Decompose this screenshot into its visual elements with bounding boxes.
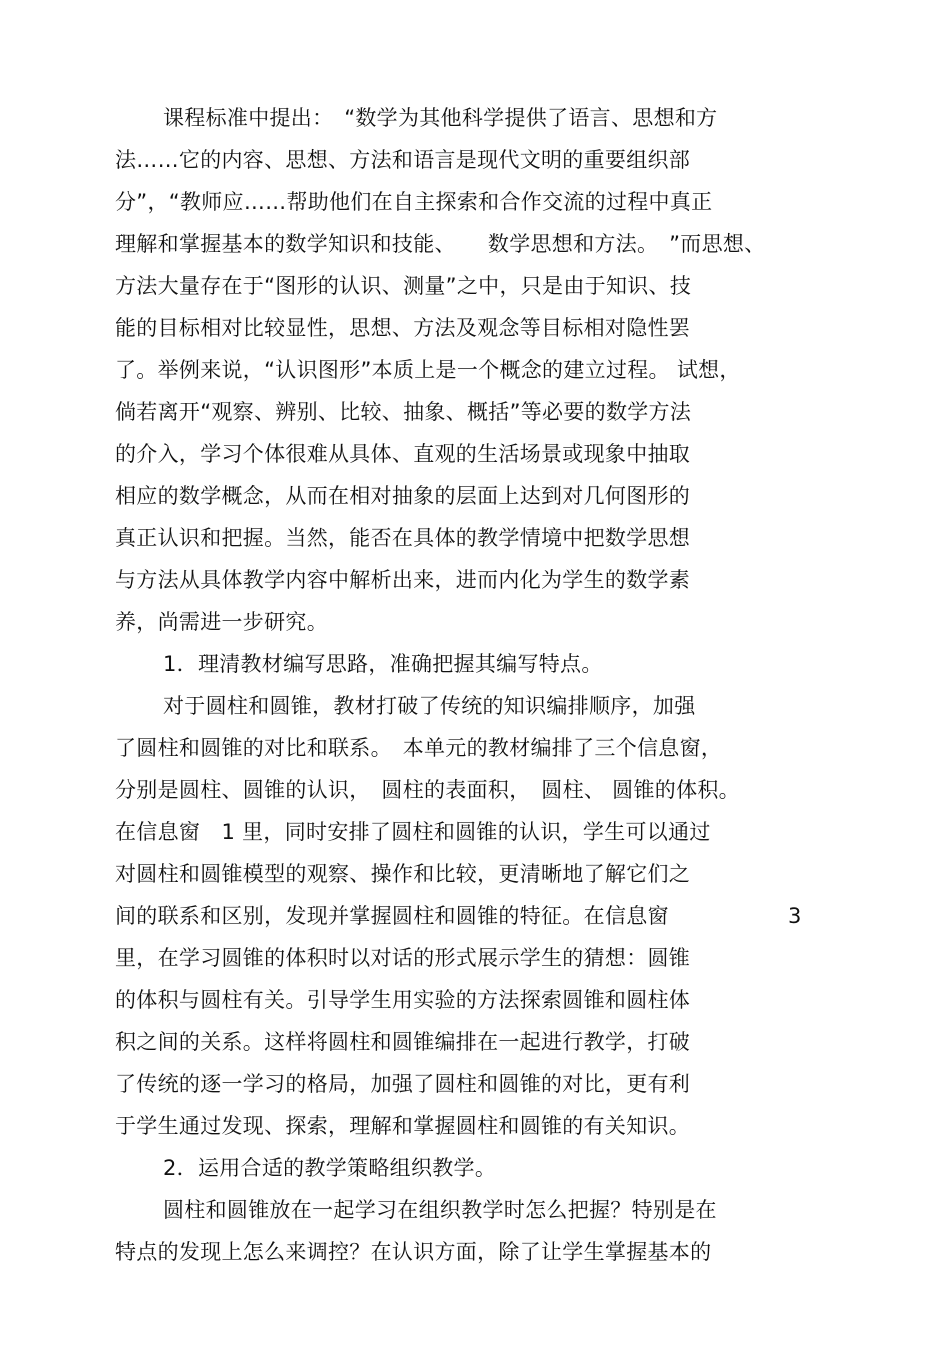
text-line: 对圆柱和圆锥模型的观察、操作和比较，更清晰地了解它们之 <box>115 862 691 886</box>
text-line: 里，在学习圆锥的体积时以对话的形式展示学生的猜想：圆锥 <box>115 946 691 970</box>
text-line: 间的联系和区别，发现并掌握圆柱和圆锥的特征。在信息窗 <box>115 904 669 928</box>
text-line: 了。举例来说，“认识图形”本质上是一个概念的建立过程。 试想， <box>115 358 741 382</box>
text-line: 方法大量存在于“图形的认识、测量”之中，只是由于知识、技 <box>115 274 692 298</box>
section-heading: 2．运用合适的教学策略组织教学。 <box>163 1156 497 1180</box>
text-line: 圆柱和圆锥放在一起学习在组织教学时怎么把握？特别是在 <box>163 1198 717 1222</box>
text-line: 能的目标相对比较显性，思想、方法及观念等目标相对隐性罢 <box>115 316 691 340</box>
text-line: 于学生通过发现、探索，理解和掌握圆柱和圆锥的有关知识。 <box>115 1114 691 1138</box>
text-line: 了传统的逐一学习的格局，加强了圆柱和圆锥的对比，更有利 <box>115 1072 691 1096</box>
text-line: 理解和掌握基本的数学知识和技能、 数学思想和方法。 ”而思想、 <box>115 232 766 256</box>
text-line: 的介入，学习个体很难从具体、直观的生活场景或现象中抽取 <box>115 442 691 466</box>
text-line: 真正认识和把握。当然，能否在具体的教学情境中把数学思想 <box>115 526 691 550</box>
text-line: 在信息窗 1 里，同时安排了圆柱和圆锥的认识，学生可以通过 <box>115 820 711 844</box>
text-line: 相应的数学概念，从而在相对抽象的层面上达到对几何图形的 <box>115 484 691 508</box>
text-line: 对于圆柱和圆锥，教材打破了传统的知识编排顺序，加强 <box>163 694 696 718</box>
text-line: 特点的发现上怎么来调控？在认识方面，除了让学生掌握基本的 <box>115 1240 712 1264</box>
section-heading: 1．理清教材编写思路，准确把握其编写特点。 <box>163 652 603 676</box>
text-line: 课程标准中提出： “数学为其他科学提供了语言、思想和方 <box>163 106 718 130</box>
text-line: 与方法从具体教学内容中解析出来，进而内化为学生的数学素 <box>115 568 691 592</box>
text-line: 的体积与圆柱有关。引导学生用实验的方法探索圆锥和圆柱体 <box>115 988 691 1012</box>
text-line: 积之间的关系。这样将圆柱和圆锥编排在一起进行教学，打破 <box>115 1030 691 1054</box>
text-line: 法……它的内容、思想、方法和语言是现代文明的重要组织部 <box>115 148 691 172</box>
text-line: 分别是圆柱、圆锥的认识， 圆柱的表面积， 圆柱、 圆锥的体积。 <box>115 778 740 802</box>
page-reference-number: 3 <box>788 904 802 928</box>
text-line: 分”，“教师应……帮助他们在自主探索和合作交流的过程中真正 <box>115 190 713 214</box>
text-line: 养，尚需进一步研究。 <box>115 610 328 634</box>
text-line: 倘若离开“观察、辨别、比较、抽象、概括”等必要的数学方法 <box>115 400 692 424</box>
text-line: 了圆柱和圆锥的对比和联系。 本单元的教材编排了三个信息窗， <box>115 736 723 760</box>
